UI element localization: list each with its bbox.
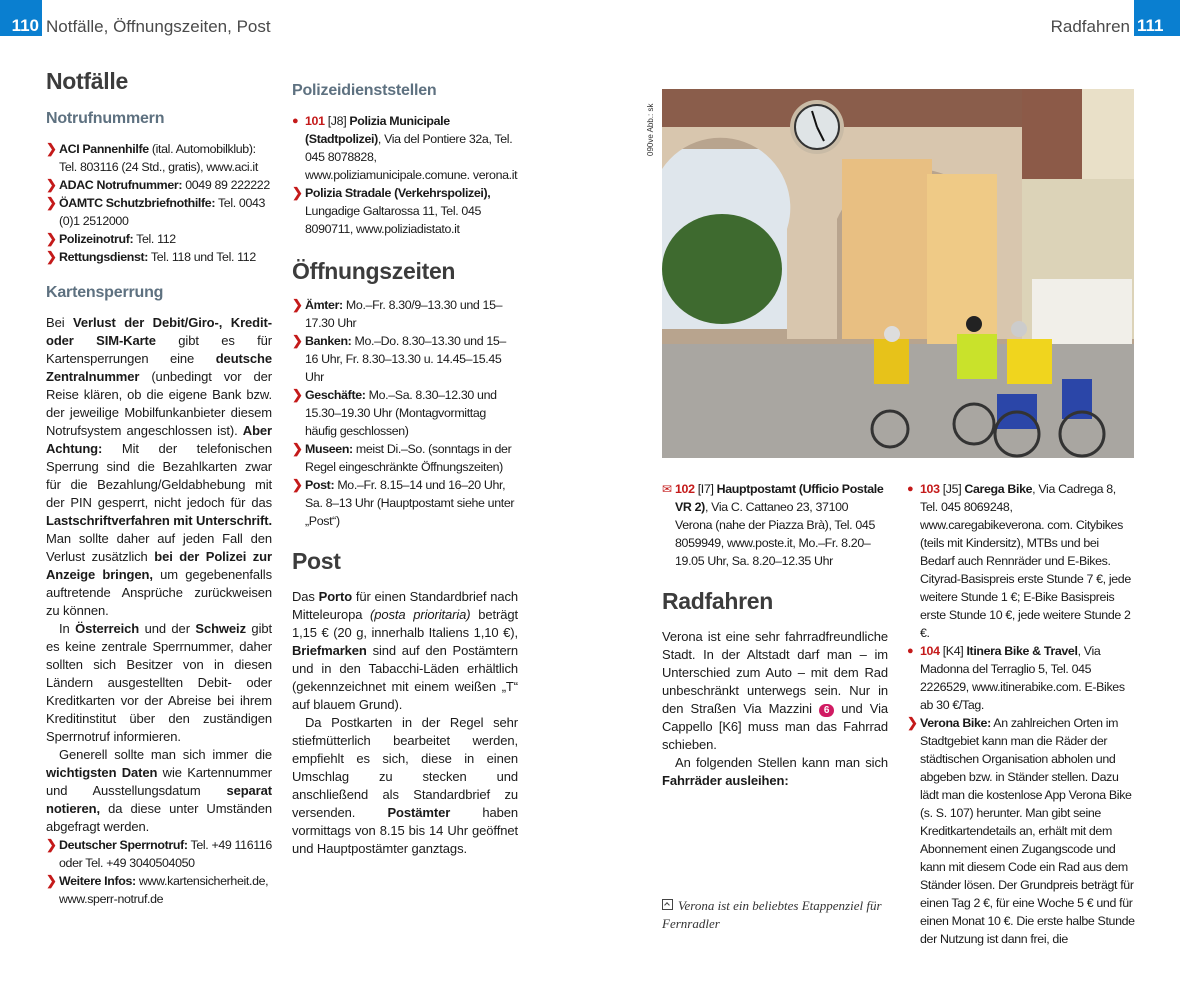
column-polizei-oeffnung-post bbox=[292, 82, 518, 858]
envelope-icon: ✉ bbox=[662, 482, 672, 496]
page-number-right: 111 bbox=[1134, 0, 1180, 36]
chevron-right-icon: ❯ bbox=[907, 715, 918, 730]
column-notfaelle bbox=[46, 68, 272, 908]
list-item: ❯ Polizeinotruf: Tel. 112 bbox=[46, 231, 176, 246]
list-item: ❯ Post: Mo.–Fr. 8.15–14 und 16–20 Uhr, Sa. 8–13 Uhr (Hauptpostamt siehe unter „Post“) bbox=[292, 477, 515, 528]
list-item: ❯ Geschäfte: Mo.–Sa. 8.30–12.30 und 15.30–19.30 Uhr (Montagvormittag häufig geschlossen) bbox=[292, 387, 497, 438]
poi-entry-101: ● 101 [J8] Polizia Municipale (Stadtpolizei), Via del Pontiere 32a, Tel. 045 8078828, www.poliziamunicipale.comune. verona.it bbox=[292, 114, 518, 182]
chevron-right-icon: ❯ bbox=[292, 477, 303, 492]
photo-illustration bbox=[662, 89, 1134, 458]
location-dot-icon: ● bbox=[907, 483, 914, 495]
list-item: ❯ Deutscher Sperrnotruf: Tel. +49 116116 oder Tel. +49 3040504050 bbox=[46, 837, 272, 870]
map-pin-badge: 6 bbox=[819, 704, 834, 717]
chevron-right-icon: ❯ bbox=[292, 297, 303, 312]
chevron-right-icon: ❯ bbox=[292, 185, 303, 200]
paragraph: In Österreich und der Schweiz gibt es keine zentrale Sperrnummer, daher sollten sich Besitzer von in diesen Ländern ausgestellten Debit- oder Kreditkarten vor der Abreise bei ihrem Kreditinstitut über den zuständigen Sperrnotruf informieren. bbox=[46, 621, 272, 744]
chevron-right-icon: ❯ bbox=[292, 333, 303, 348]
photo-credit: 090ve Abb.: sk bbox=[646, 103, 655, 156]
photo-verona-cyclists bbox=[662, 89, 1134, 458]
poi-entry-104: ● 104 [K4] Itinera Bike & Travel, Via Madonna del Terraglio 5, Tel. 045 2226529, www.itinerabike.com. E-Bikes ab 30 €/Tag. bbox=[907, 644, 1125, 712]
paragraph: Bei Verlust der Debit/Giro-, Kredit- oder SIM-Karte gibt es für Kartensperrungen eine deutsche Zentralnummer (unbedingt vor der Reise klären, ob die eigene Bank bzw. der jeweilige Mobilfunkanbieter diesem Notrufsystem angeschlossen ist). Aber Achtung: Mit der telefonischen Sperrung sind die Bezahlkarten zwar für die Bezahlung/Geldabhebung mit der PIN gesperrt, nicht jedoch für das Lastschriftverfahren mit Unterschrift. Man sollte daher auf jeden Fall den Verlust zusätzlich bei der Polizei zur Anzeige bringen, um gegebenenfalls auftretende Ansprüche zurückweisen zu können. bbox=[46, 315, 272, 618]
list-item: ❯ ACI Pannenhilfe (ital. Automobilklub): Tel. 803116 (24 Std., gratis), www.aci.it bbox=[46, 141, 258, 174]
chevron-right-icon: ❯ bbox=[46, 231, 57, 246]
list-item: ❯ Polizia Stradale (Verkehrspolizei), Lungadige Galtarossa 11, Tel. 045 8090711, www.poliziadistato.it bbox=[292, 185, 491, 236]
list-item: ❯ Museen: meist Di.–So. (sonntags in der Regel eingeschränkte Öffnungszeiten) bbox=[292, 441, 512, 474]
paragraph: Da Postkarten in der Regel sehr stiefmütterlich bearbeitet werden, empfiehlt es sich, diese in einen Umschlag zu stecken und anschließend als Standardbrief zu versenden. Postämter haben vormittags von 8.15 bis 14 Uhr geöffnet und Hauptpostämter ganztags. bbox=[292, 715, 518, 856]
running-header-left: Notfälle, Öffnungszeiten, Post bbox=[46, 17, 271, 36]
chevron-right-icon: ❯ bbox=[46, 177, 57, 192]
section-title-notfaelle: Notfälle bbox=[46, 68, 128, 94]
chevron-right-icon: ❯ bbox=[46, 195, 57, 210]
list-item: ❯ Ämter: Mo.–Fr. 8.30/9–13.30 und 15–17.30 Uhr bbox=[292, 297, 503, 330]
notruf-list bbox=[46, 140, 272, 266]
poi-entry-103: ● 103 [J5] Carega Bike, Via Cadrega 8, Tel. 045 8069248, www.caregabikeverona. com. Citybikes (teils mit Kindersitz), MTBs und bei Bedarf auch Rennräder und E-Bikes. Cityrad-Basispreis erste Stunde 7 €, jede weitere Stunde 1 €; E-Bike Basispreis erste Stunde 10 €, jede weitere Stunde 2 €. bbox=[907, 482, 1131, 640]
location-dot-icon: ● bbox=[907, 645, 914, 657]
chevron-right-icon: ❯ bbox=[292, 441, 303, 456]
paragraph: An folgenden Stellen kann man sich Fahrräder ausleihen: bbox=[662, 755, 888, 788]
chevron-right-icon: ❯ bbox=[292, 387, 303, 402]
subheading-notrufnummern: Notrufnummern bbox=[46, 110, 165, 127]
list-item: ❯ Verona Bike: An zahlreichen Orten im Stadtgebiet kann man die Räder der städtischen Organisation abholen und abgeben bzw. in Ständer stellen. Dazu lädt man die kostenlose App Verona Bike (s. S. 107) herunter. Man gibt seine Kreditkartendetails an, erhält mit dem Abonnement einen Zugangscode und kann mit diesem Code ein Rad aus dem Ständer lösen. Der Grundpreis beträgt für einen Tag 2 €, für eine Woche 5 € und für einen Monat 10 €. Die erste halbe Stunde der Nutzung ist dann frei, die bbox=[907, 715, 1135, 946]
chevron-right-icon: ❯ bbox=[46, 141, 57, 156]
list-item: ❯ Rettungsdienst: Tel. 118 und Tel. 112 bbox=[46, 249, 256, 264]
chevron-right-icon: ❯ bbox=[46, 249, 57, 264]
paragraph: Generell sollte man sich immer die wichtigsten Daten wie Kartennummer und Ausstellungsdatum separat notieren, da diese unter Umständen abgefragt werden. bbox=[46, 747, 272, 834]
paragraph: Verona ist eine sehr fahrradfreundliche Stadt. In der Altstadt darf man – im Unterschied zum Auto – mit dem Rad unbeschränkt unterwegs sein. Nur in den Straßen Via Mazzini 6 und Via Cappello [K6] muss man das Fahrrad schieben. bbox=[662, 629, 889, 752]
section-title-oeffnungszeiten: Öffnungszeiten bbox=[292, 258, 456, 284]
list-item: ❯ Banken: Mo.–Do. 8.30–13.30 und 15–16 Uhr, Fr. 8.30–13.30 u. 14.45–15.45 Uhr bbox=[292, 333, 506, 384]
list-item: ❯ ÖAMTC Schutzbriefnothilfe: Tel. 0043 (0)1 2512000 bbox=[46, 195, 266, 228]
photo-caption: Verona ist ein beliebtes Etappenziel für Fernradler bbox=[662, 898, 882, 931]
page-number-left: 110 bbox=[0, 0, 42, 36]
list-item: ❯ ADAC Notrufnummer: 0049 89 222222 bbox=[46, 177, 270, 192]
column-fahrradverleih bbox=[907, 480, 1135, 948]
section-title-radfahren: Radfahren bbox=[662, 588, 774, 614]
list-item: ❯ Weitere Infos: www.kartensicherheit.de, www.sperr-notruf.de bbox=[46, 873, 269, 906]
subheading-kartensperrung: Kartensperrung bbox=[46, 284, 164, 301]
chevron-right-icon: ❯ bbox=[46, 873, 57, 888]
subheading-polizeidienststellen: Polizeidienststellen bbox=[292, 82, 437, 99]
location-dot-icon: ● bbox=[292, 115, 299, 127]
paragraph: Das Porto für einen Standardbrief nach Mitteleuropa (posta prioritaria) beträgt 1,15 € (20 g, innerhalb Italiens 1,10 €), Briefmarken sind auf den Postämtern und in den Tabacchi-Läden erhältlich (gekennzeichnet mit einem weißen „T“ auf blauem Grund). bbox=[292, 589, 518, 712]
column-post-radfahren bbox=[662, 480, 888, 790]
caret-up-icon bbox=[662, 899, 673, 910]
chevron-right-icon: ❯ bbox=[46, 837, 57, 852]
poi-entry-102: ✉ 102 [I7] Hauptpostamt (Ufficio Postale VR 2), Via C. Cattaneo 23, 37100 Verona (nahe der Piazza Brà), Tel. 045 8059949, www.poste.it, Mo.–Fr. 8.20–19.05 Uhr, Sa. 8.20–12.35 Uhr bbox=[662, 482, 884, 568]
section-title-post: Post bbox=[292, 548, 341, 574]
running-header-right: Radfahren bbox=[1050, 17, 1130, 36]
